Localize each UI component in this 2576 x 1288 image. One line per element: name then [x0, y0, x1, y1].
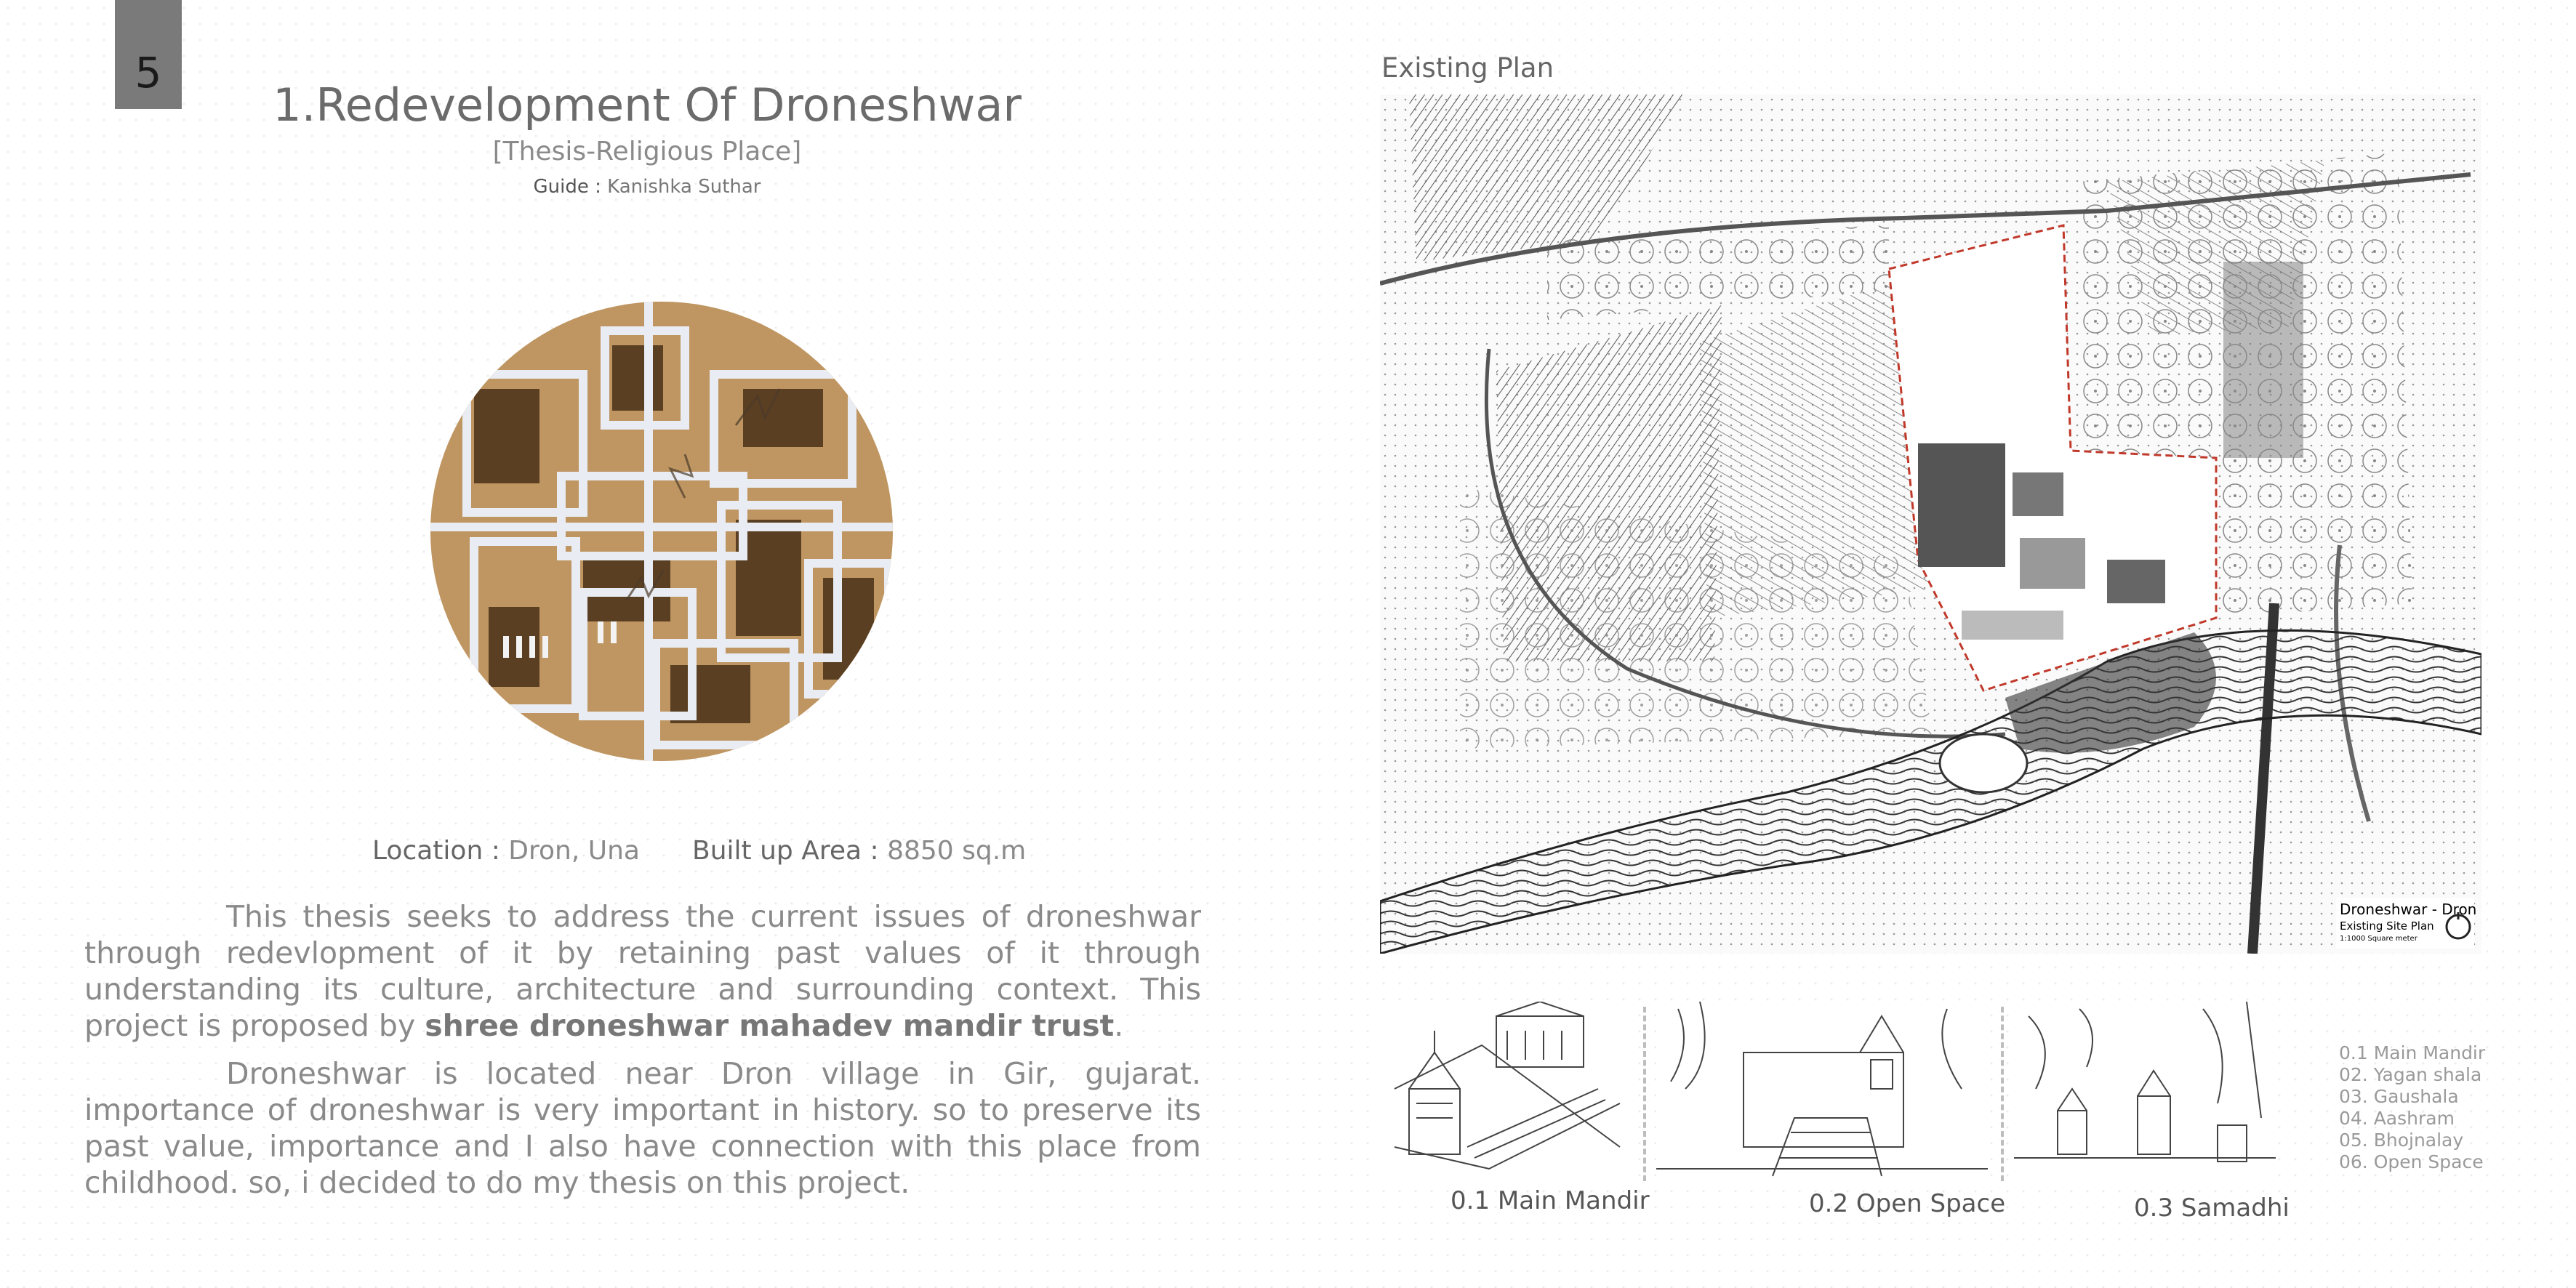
paragraph-intro-end: . [1114, 1008, 1124, 1043]
project-subtitle: [Thesis-Religious Place] [492, 137, 802, 166]
page-number: 5 [135, 48, 162, 97]
caption-open-space: 0.2 Open Space [1809, 1189, 2006, 1218]
sketch-samadhi [2014, 1002, 2276, 1183]
sketch-main-mandir [1380, 1002, 1636, 1183]
model-photo-image [430, 302, 893, 761]
legend-item: 05. Bhojnalay [2339, 1130, 2464, 1151]
sketch-open-space-drawing [1656, 1002, 1988, 1183]
sketch-main-mandir-drawing [1380, 1002, 1636, 1183]
legend-item: 03. Gaushala [2339, 1086, 2459, 1107]
guide-name: Kanishka Suthar [607, 176, 761, 198]
sketch-open-space [1656, 1002, 1988, 1183]
page-number-badge [115, 0, 182, 109]
plan-legend [2339, 1042, 2485, 1173]
area-value: 8850 sq.m [887, 836, 1027, 866]
trust-name: shree droneshwar mahadev mandir trust [425, 1008, 1115, 1043]
legend-item: 02. Yagan shala [2339, 1064, 2482, 1085]
sketch-divider [2001, 1007, 2004, 1181]
paragraph-background: Droneshwar is located near Dron village in Gir, gujarat. importance of droneshwar is very important in history. so to preserve its past value, importance and I also have connection with this place from childhood. so, i decided to do my thesis on this project. [84, 1056, 1201, 1200]
guide-label: Guide : [533, 176, 601, 198]
stamp-subtitle: Existing Site Plan [2340, 919, 2434, 933]
project-title: 1.Redevelopment Of Droneshwar [273, 79, 1022, 132]
existing-site-plan [1380, 94, 2481, 954]
legend-item: 0.1 Main Mandir [2339, 1042, 2486, 1063]
area-line [692, 836, 1026, 866]
sketch-divider [1643, 1007, 1646, 1181]
guide-line [262, 176, 1032, 198]
location-value: Dron, Una [508, 836, 640, 866]
plan-label: Existing Plan [1381, 52, 1554, 84]
stamp-title: Droneshwar - Dron [2340, 901, 2477, 918]
legend-item: 06. Open Space [2339, 1151, 2484, 1172]
location-line [372, 836, 640, 866]
site-plan-drawing [1380, 94, 2481, 954]
caption-samadhi: 0.3 Samadhi [2134, 1194, 2290, 1223]
paragraph-intro-text: This thesis seeks to address the current issues of droneshwar through redevlopment of it by retaining past values of it through understanding its culture, architecture and surrounding context. This project is proposed by [84, 899, 1201, 1043]
legend-item: 04. Aashram [2339, 1108, 2455, 1129]
area-label: Built up Area : [692, 836, 879, 866]
sketch-samadhi-drawing [2014, 1002, 2276, 1183]
caption-main-mandir: 0.1 Main Mandir [1450, 1186, 1650, 1215]
paragraph-intro [84, 898, 1201, 1044]
model-photo [430, 302, 893, 761]
stamp-scale: 1:1000 Square meter [2340, 935, 2417, 943]
location-label: Location : [372, 836, 500, 866]
